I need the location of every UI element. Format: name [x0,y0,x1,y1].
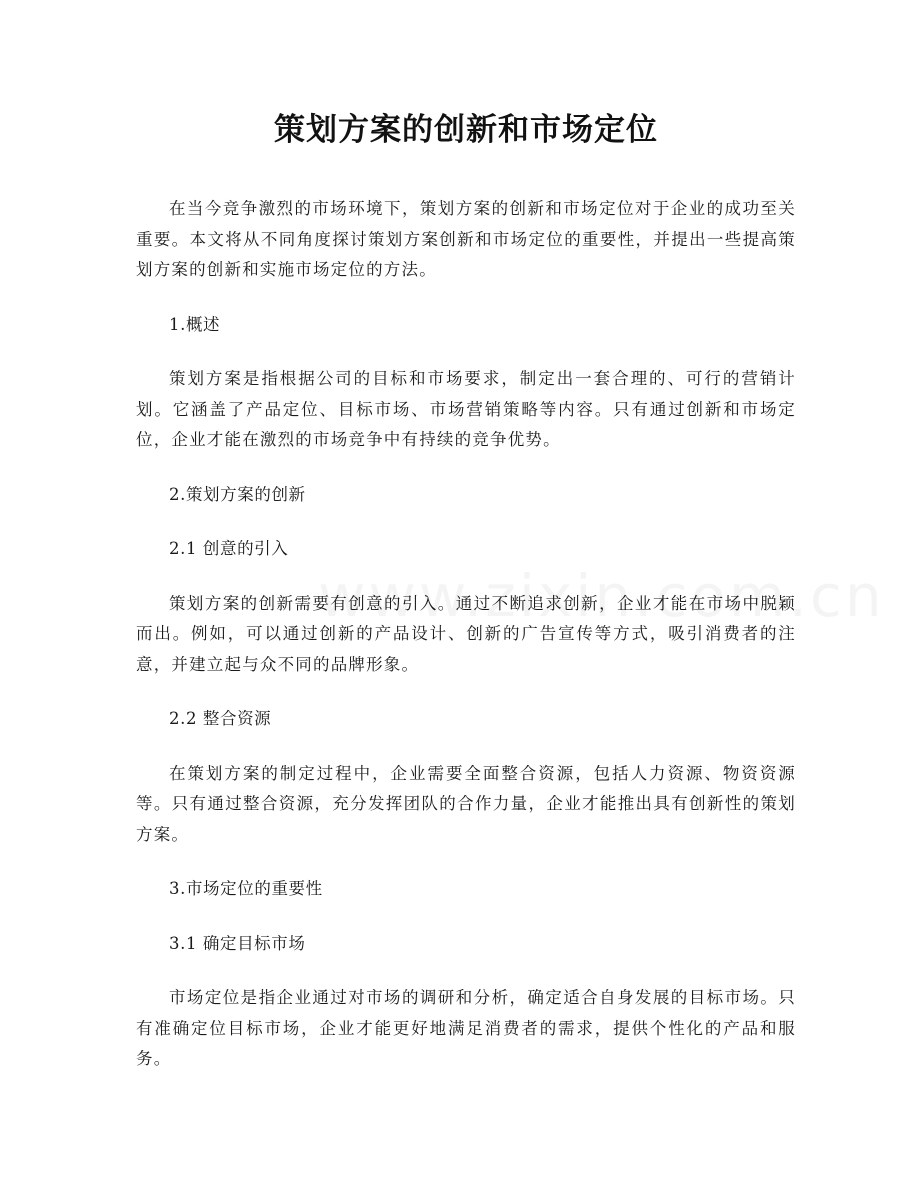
subheading-target-market: 3.1 确定目标市场 [169,933,306,953]
subheading-creativity: 2.1 创意的引入 [169,539,289,558]
heading-positioning: 3.市场定位的重要性 [169,879,323,898]
paragraph-overview: 策划方案是指根据公司的目标和市场要求，制定出一套合理的、可行的营销计划。它涵盖了产品定位、目标市场、市场营销策略等内容。只有通过创新和市场定位，企业才能在激烈的市场竞争中有持续的竞争优势。 [136,369,796,449]
paragraph-creativity: 策划方案的创新需要有创意的引入。通过不断追求创新，企业才能在市场中脱颖而出。例如，可以通过创新的产品设计、创新的广告宣传等方式，吸引消费者的注意，并建立起与众不同的品牌形象。 [136,593,796,674]
paragraph-target-market: 市场定位是指企业通过对市场的调研和分析，确定适合自身发展的目标市场。只有准确定位目标市场，企业才能更好地满足消费者的需求，提供个性化的产品和服务。 [136,988,796,1068]
heading-innovation: 2.策划方案的创新 [169,484,306,504]
paragraph-intro: 在当今竞争激烈的市场环境下，策划方案的创新和市场定位对于企业的成功至关重要。本文将从不同角度探讨策划方案创新和市场定位的重要性，并提出一些提高策划方案的创新和实施市场定位的方法。 [136,199,796,279]
subheading-resources: 2.2 整合资源 [169,709,272,728]
document-title: 策划方案的创新和市场定位 [274,112,658,148]
heading-overview: 1.概述 [169,314,221,334]
paragraph-resources: 在策划方案的制定过程中，企业需要全面整合资源，包括人力资源、物资资源等。只有通过整合资源，充分发挥团队的合作力量，企业才能推出具有创新性的策划方案。 [136,763,796,844]
